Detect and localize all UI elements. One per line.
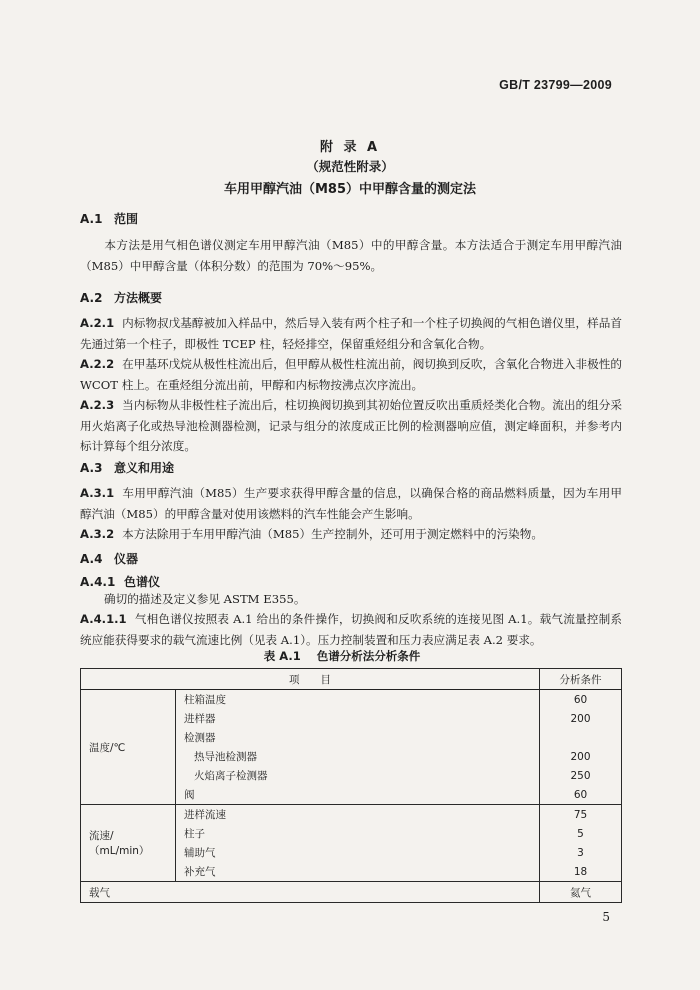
- row-label: 火焰离子检测器: [176, 766, 540, 785]
- paragraph-a2-2: A.2.2 在甲基环戊烷从极性柱流出后，但甲醇从极性柱流出前，阀切换到反吹，含氧化合物进入非极性的 WCOT 柱上。在重烃组分流出前，甲醇和内标物按沸点次序流出。: [80, 357, 622, 392]
- paragraph-a2-1: A.2.1 内标物叔戊基醇被加入样品中，然后导入装有两个柱子和一个柱子切换阀的气相色谱仪里，样品首先通过第一个柱子，即极性 TCEP 柱，轻烃排空，保留重烃组分和含氧化合物。: [80, 316, 622, 351]
- row-label: 检测器: [176, 728, 540, 747]
- header-condition: 分析条件: [540, 669, 622, 690]
- paragraph-a3-1: A.3.1 车用甲醇汽油（M85）生产要求获得甲醇含量的信息，以确保合格的商品燃料质量，因为车用甲醇汽油（M85）的甲醇含量对使用该燃料的汽车性能会产生影响。: [80, 486, 622, 521]
- row-value: 5: [540, 824, 622, 843]
- paragraph-a2-3: A.2.3 当内标物从非极性柱子流出后，柱切换阀切换到其初始位置反吹出重质烃类化合物。流出的组分采用火焰离子化或热导池检测器检测，记录与组分的浓度成正比例的检测器响应值，测定峰面积，并参考内标计算每个组分浓度。: [80, 398, 622, 453]
- row-value: 60: [540, 690, 622, 710]
- section-heading-a2: A.2 方法概要: [80, 291, 163, 305]
- standard-code: GB/T 23799—2009: [499, 78, 612, 92]
- header-item: 项 目: [81, 669, 540, 690]
- table-header-row: [81, 669, 622, 690]
- flow-group-label: 流速/（mL/min）: [81, 805, 176, 882]
- section-heading-a3: A.3 意义和用途: [80, 461, 175, 475]
- row-label: 进样流速: [176, 805, 540, 825]
- annex-name: 车用甲醇汽油（M85）中甲醇含量的测定法: [223, 182, 477, 197]
- table-row: [81, 690, 622, 710]
- paragraph-a4-1-1: A.4.1.1 气相色谱仪按照表 A.1 给出的条件操作，切换阀和反吹系统的连接见图 A.1。载气流量控制系统应能获得要求的载气流速比例（见表 A.1）。压力控制装置和压力表应满足表 A.2 要求。: [80, 612, 622, 647]
- section-heading-a4: A.4 仪器: [80, 552, 139, 566]
- subsection-heading-a4-1: A.4.1 色谱仪: [80, 575, 161, 589]
- row-label: 热导池检测器: [176, 747, 540, 766]
- row-value: 200: [540, 709, 622, 728]
- section-heading-a1: A.1 范围: [80, 212, 139, 226]
- row-label: 补充气: [176, 862, 540, 882]
- annex-title: 附 录 A: [319, 140, 381, 155]
- row-value: 200: [540, 747, 622, 766]
- row-value: [540, 728, 622, 747]
- carrier-gas-value: 氦气: [540, 882, 622, 903]
- row-label: 柱箱温度: [176, 690, 540, 710]
- row-label: 阀: [176, 785, 540, 805]
- carrier-gas-label: 载气: [81, 882, 540, 903]
- row-value: 3: [540, 843, 622, 862]
- table-row: [81, 805, 622, 825]
- table-row: [81, 882, 622, 903]
- table-caption: 表 A.1 色谱分析法分析条件: [263, 649, 421, 663]
- row-label: 柱子: [176, 824, 540, 843]
- paragraph-a4-1: 确切的描述及定义参见 ASTM E355。: [104, 592, 306, 606]
- row-value: 75: [540, 805, 622, 825]
- paragraph-a3-2: A.3.2 本方法除用于车用甲醇汽油（M85）生产控制外，还可用于测定燃料中的污染物。: [80, 527, 543, 541]
- temperature-group-label: 温度/℃: [81, 690, 176, 805]
- annex-type: （规范性附录）: [306, 159, 394, 174]
- row-value: 60: [540, 785, 622, 805]
- row-label: 进样器: [176, 709, 540, 728]
- analysis-conditions-table: [80, 668, 622, 903]
- row-value: 18: [540, 862, 622, 882]
- paragraph-a1: 本方法是用气相色谱仪测定车用甲醇汽油（M85）中的甲醇含量。本方法适合于测定车用甲醇汽油（M85）中甲醇含量（体积分数）的范围为 70%～95%。: [80, 238, 622, 273]
- row-value: 250: [540, 766, 622, 785]
- row-label: 辅助气: [176, 843, 540, 862]
- page-number: 5: [602, 910, 610, 924]
